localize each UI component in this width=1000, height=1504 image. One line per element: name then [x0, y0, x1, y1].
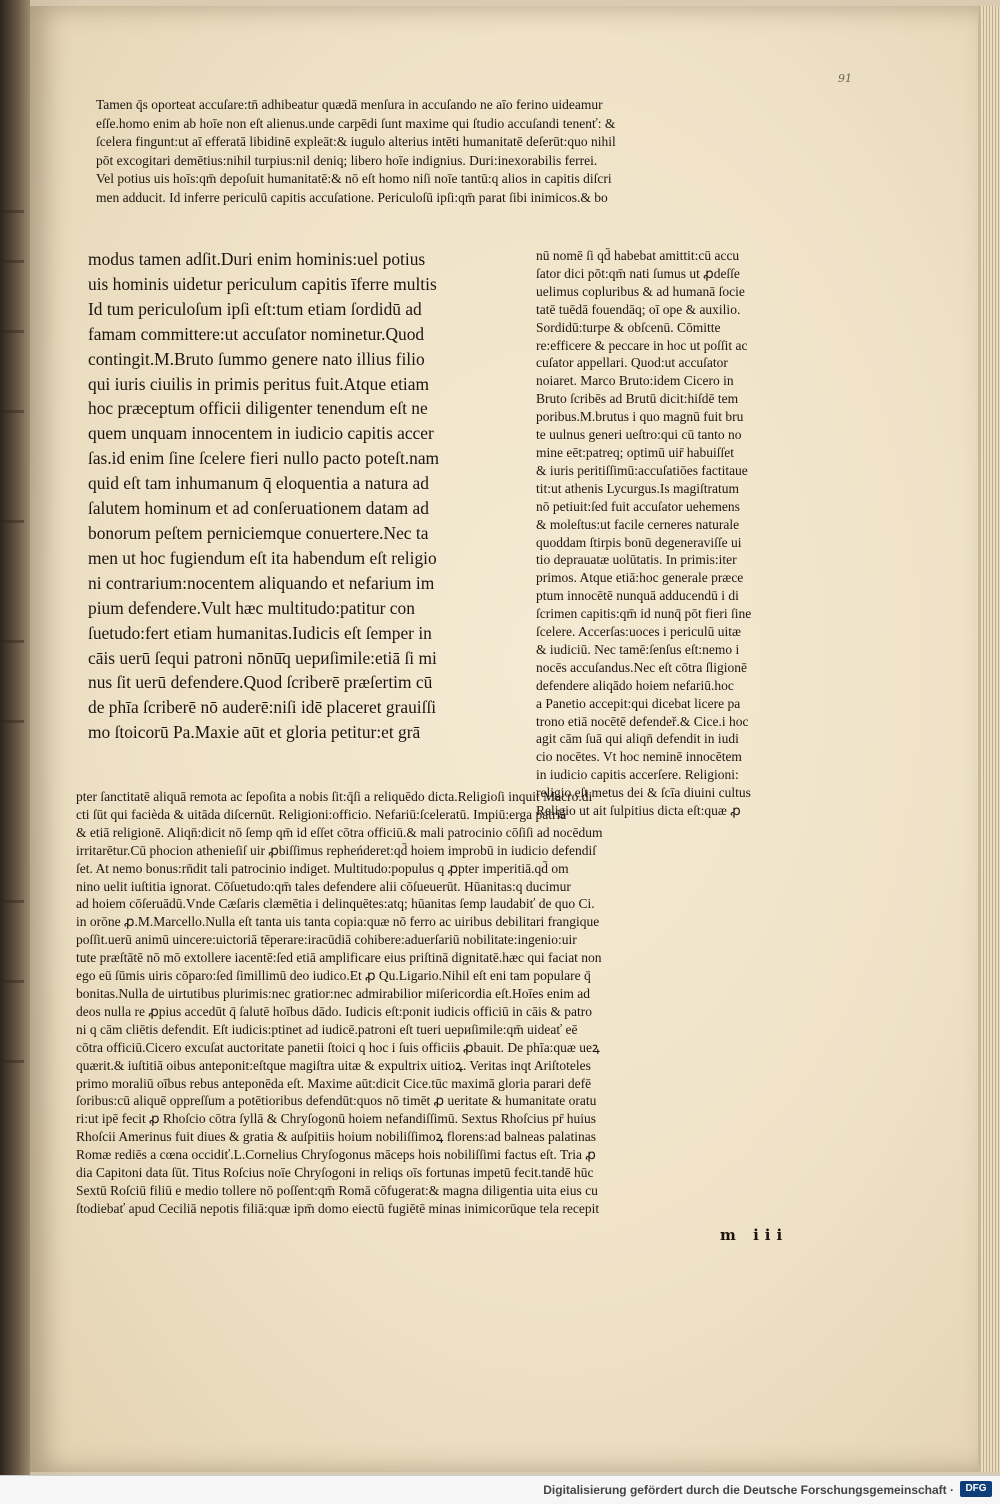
- text-line: Vel potius uis hoīs:qm̄ depoſuit humanitatē:& nō eſt homo niſi noīe tantū:q alios in capitis diſcri: [96, 171, 612, 187]
- text-line: deos nulla re ꝓpius accedūt q̄ ſalutē hoībus dādo. Iudicis eſt:ponit iudicis officiū in cāis & patro: [76, 1003, 592, 1019]
- text-line: nō petiuit:ſed fuit accuſator uehemens: [536, 498, 740, 514]
- signature-mark: m iii: [720, 1226, 789, 1244]
- text-line: men ut hoc fugiendum eſt ita habendum eſt religio: [88, 547, 437, 568]
- text-line: mo ſtoicorū Pa.Maxie aūt et gloria petitur:et grā: [88, 722, 421, 743]
- text-line: ſuetudo:fert etiam humanitas.Iudicis eſt ſemper in: [88, 622, 432, 643]
- text-line: uis hominis uidetur periculum capitis īferre multis: [88, 273, 437, 294]
- folio-number: 91: [838, 72, 852, 85]
- text-line: eſſe.homo enim ab hoīe non eſt alienus.unde carpēdi ſunt maxime qui ſtudio accuſandi tenenť: &: [96, 115, 616, 131]
- text-line: tatē tuēdā fouendāq; oī ope & auxilio.: [536, 301, 741, 317]
- text-line: Tamen q̄s oporteat accuſare:tn̄ adhibeatur quædā menſura in accuſando ne aīo ferino uideamur: [96, 97, 603, 112]
- text-line: ſator dici pōt:qm̄ nati ſumus ut ꝓdeſſe: [536, 265, 740, 281]
- text-line: uelimus copluribus & ad humanā ſocie: [536, 283, 745, 299]
- text-line: ni q cām cliētis defendit. Eſt iudicis:ptinet ad iudicē.patroni eſt tueri uериſimile:qm̄ uideať eē: [76, 1021, 578, 1037]
- text-line: mine eēt:patreq; optimū uir̄ habuiſſet: [536, 444, 734, 460]
- text-line: ſcelera fingunt:ut aī efferatā libidinē expleāt:& iugulo alterius intēti humanitatē deſerūt:quo nihil: [96, 134, 616, 150]
- text-line: Bruto ſcribēs ad Brutū dicit:hiſdē tem: [536, 391, 739, 407]
- text-line: Id tum periculoſum ipſi eſt:tum etiam ſordidū ad: [88, 298, 422, 319]
- text-line: pium defendere.Vult hæc multitudo:patitur con: [88, 597, 415, 618]
- text-line: ſoribus:cū aliquē oppreſſum a potētioribus defendūt:quos nō timēt ꝓ ueritate & humanitate oratu: [76, 1093, 597, 1109]
- text-line: ſtodiebať apud Ceciliā nepotis filiā:quæ ipm̄ domo eiectū fugiētē minas inimicorūque tela recepit: [76, 1200, 600, 1216]
- text-line: ego eū ſūmis uiris cōparo:ſed ſimillimū deo iudico.Et ꝓ Qu.Ligario.Nihil eſt eni tam populare q̄: [76, 968, 591, 984]
- text-line: dia Capitoni data ſūt. Titus Roſcius noīe Chryſogoni in reliqs oīs fortunas impetū fecit.tandē hūc: [76, 1165, 594, 1181]
- text-line: nocēs accuſandus.Nec eſt cōtra ſligionē: [536, 659, 748, 675]
- page-edges: [978, 6, 1000, 1472]
- text-line: nino uelit iuſtitia ignorat. Cōſuetudo:qm̄ tales defendere alii cōſueuerūt. Hūanitas:q ducimur: [76, 878, 571, 894]
- text-line: ad hoiem cōſeruādū.Vnde Cæſaris clæmētia i delinquētes:atq; hūanitas ſemp laudabiť de quo Ci.: [76, 896, 595, 912]
- text-line: noiaret. Marco Bruto:idem Cicero in: [536, 373, 734, 389]
- text-line: pōt excogitari demētius:nihil turpius:nil deniq; libero hoīe indignius. Duri:inexorabilis ferrei.: [96, 152, 598, 168]
- digitization-footer: [0, 1475, 1000, 1504]
- text-line: ſet. At nemo bonus:rn̄dit tali patrocinio indiget. Multitudo:populus q ꝓpter imperitiā.qd̄ om: [76, 860, 569, 876]
- text-line: ri:ut ipē fecit ꝓ Rhoſcio cōtra ſyllā & Chryſogonū hoiem nefandiſſimū. Sextus Rhoſcius pr̄ huius: [76, 1111, 597, 1127]
- text-line: quem unquam innocentem in iudicio capitis accer: [88, 423, 434, 444]
- text-line: ſcelere. Accerſas:uoces i periculū uitæ: [536, 624, 742, 640]
- text-line: quoddam ſtirpis bonū degeneraviſſe ui: [536, 534, 742, 550]
- text-line: Sextū Roſciū filiū e medio tollere nō poſſent:qm̄ Romā cōfugerat:& magna diligentia uita eius cu: [76, 1182, 598, 1198]
- text-line: ni contrarium:nocentem aliquando et nefarium im: [88, 572, 435, 593]
- text-line: Religio ut ait ſulpitius dicta eſt:quæ ꝓ: [536, 803, 741, 819]
- commentary-right-column: [536, 247, 822, 820]
- text-line: quid eſt tam inhumanum q̄ eloquentia a natura ad: [88, 473, 429, 494]
- text-line: primo moraliū oībus rebus anteponēda eſt. Maxime aūt:dicit Cice.tūc maximā gloria parari defē: [76, 1075, 592, 1091]
- text-line: trono etiā nocētē defendeř.& Cice.i hoc: [536, 713, 749, 729]
- text-line: nus ſit uerū defendere.Quod ſcriberē præſertim cū: [88, 672, 433, 693]
- text-line: in orōne ꝓ.M.Marcello.Nulla eſt tanta uis tanta copia:quæ nō ferro ac uiribus debilitari frangique: [76, 914, 600, 930]
- text-line: hoc præceptum officii diligenter tenendum eſt ne: [88, 398, 428, 419]
- commentary-bottom: [76, 788, 824, 1218]
- text-line: qui iuris ciuilis in primis peritus fuit.Atque etiam: [88, 373, 430, 394]
- text-line: tio deprauatæ uolūtatis. In primis:iter: [536, 552, 737, 568]
- facing-page-edge: [0, 0, 30, 1475]
- text-line: te uulnus generi ueſtro:qui cū tanto no: [536, 427, 742, 443]
- text-line: poſſit.uerū animū uincere:uictoriā tēperare:iracūdiā cohibere:aduerſariū nobilitate:ingenio:uir: [76, 932, 577, 948]
- text-line: cuſator appellari. Quod:ut accuſator: [536, 355, 728, 371]
- text-line: ſas.id enim ſine ſcelere fieri nullo pacto poteſt.nam: [88, 448, 440, 469]
- text-line: bonitas.Nulla de uirtutibus plurimis:nec gratior:nec admirabilior miſericordia eſt.Hoīes enim ad: [76, 985, 590, 1001]
- text-line: nū nomē ſi qd̄ habebat amittit:cū accu: [536, 248, 740, 263]
- text-line: pter ſanctitatē aliquā remota ac ſepoſita a nobis ſit:q̄ſi a reliquēdo dicta.Religioſi inquit Macro.di: [76, 789, 593, 804]
- text-line: poribus.M.brutus i quo magnū fuit bru: [536, 409, 744, 425]
- text-line: cti ſūt qui facièda & uitāda diſcernūt. Religioni:officio. Nefariū:ſceleratū. Impiū:erga patriā: [76, 806, 567, 822]
- text-line: in iudicio capitis accerſere. Religioni:: [536, 767, 739, 783]
- text-line: primos. Atque etiā:hoc generale præce: [536, 570, 744, 586]
- text-line: tute præſtātē nō mō extollere iacentē:ſed etiā amplificare eius priſtinā dignitatē.hæc qui faciat non: [76, 950, 602, 966]
- text-line: quærit.& iuſtitiā oibus anteponit:eſtque magiſtra uitæ & expultrix uitioꝝ. Veritas inqt Ariſtoteles: [76, 1057, 591, 1073]
- dfg-logo: DFG: [960, 1481, 992, 1497]
- text-line: religio eſt metus dei & ſcīa diuini cultus: [536, 785, 751, 801]
- text-line: cōtra officiū.Cicero excuſat auctoritate panetii ſtoici q hoc i ſuis officiis ꝓbauit. De phīa:quæ ueꝝ: [76, 1039, 600, 1055]
- text-line: cio nocētes. Vt hoc neminē innocētem: [536, 749, 742, 765]
- text-line: bonorum peſtem perniciemque conuertere.Nec ta: [88, 522, 429, 543]
- text-line: & iuris peritiſſimū:accuſatiōes factitaue: [536, 462, 748, 478]
- text-line: defendere aliqādo hoiem nefariū.hoc: [536, 677, 734, 693]
- text-line: ptum innocētē nunquā adducendū i di: [536, 588, 739, 604]
- text-line: cāis uerū ſequi patroni nōnū̄q uериſimile:etiā ſi mi: [88, 647, 437, 668]
- text-line: Rhoſcii Amerinus fuit diues & gratia & auſpitiis hoium nobiliſſimoꝝ florens:ad balneas palatinas: [76, 1129, 596, 1145]
- text-line: & iudiciū. Nec tamē:ſenſus eſt:nemo i: [536, 641, 740, 657]
- text-line: Romæ rediēs a cœna occidiť.L.Cornelius Chryſogonus māceps hois nobiliſſimi factus eſt. Tria ꝓ: [76, 1147, 596, 1163]
- text-line: ſalutem hominum et ad conſeruationem datam ad: [88, 498, 429, 519]
- text-line: irritarētur.Cū phocion athenieſiſ uir ꝓbiſſimus repheńderet:qd̄ hoiem improbū in iudicio defendiſ: [76, 842, 596, 858]
- text-line: re:efficere & peccare in hoc ut poſſit ac: [536, 337, 748, 353]
- text-line: ſcrimen capitis:qm̄ id nunq̄ pōt fieri ſine: [536, 606, 752, 622]
- text-line: modus tamen adſit.Duri enim hominis:uel potius: [88, 249, 426, 269]
- text-line: famam committere:ut accuſator nominetur.Quod: [88, 323, 425, 344]
- text-line: agit cām ſuā qui aliqn̄ defendit in iudi: [536, 731, 739, 747]
- commentary-top: [96, 96, 816, 208]
- text-line: Sordidū:turpe & obſcenū. Cōmitte: [536, 319, 721, 335]
- text-line: de phīa ſcriberē nō auderē:niſi idē placeret grauiſſi: [88, 697, 437, 718]
- text-line: & etiā religionē. Aliqn̄:dicit nō ſemp qm̄ id eſſet cōtra officiū.& mali patrocinio cōſiſi ad nocēdum: [76, 824, 603, 840]
- main-text-column: [88, 247, 502, 745]
- text-line: men adducit. Id inferre periculū capitis accuſatione. Periculoſū ipſi:qm̄ parat ſibi inimicos.& bo: [96, 189, 608, 205]
- text-line: tit:ut athenis Lycurgus.Is magiſtratum: [536, 480, 739, 496]
- footer-credit: Digitalisierung gefördert durch die Deutsche Forschungsgemeinschaft ·: [543, 1483, 954, 1497]
- text-line: a Panetio accepit:qui dicebat licere pa: [536, 695, 741, 711]
- text-line: contingit.M.Bruto ſummo genere nato illius filio: [88, 348, 425, 369]
- text-line: & moleſtus:ut facile cerneres naturale: [536, 516, 740, 532]
